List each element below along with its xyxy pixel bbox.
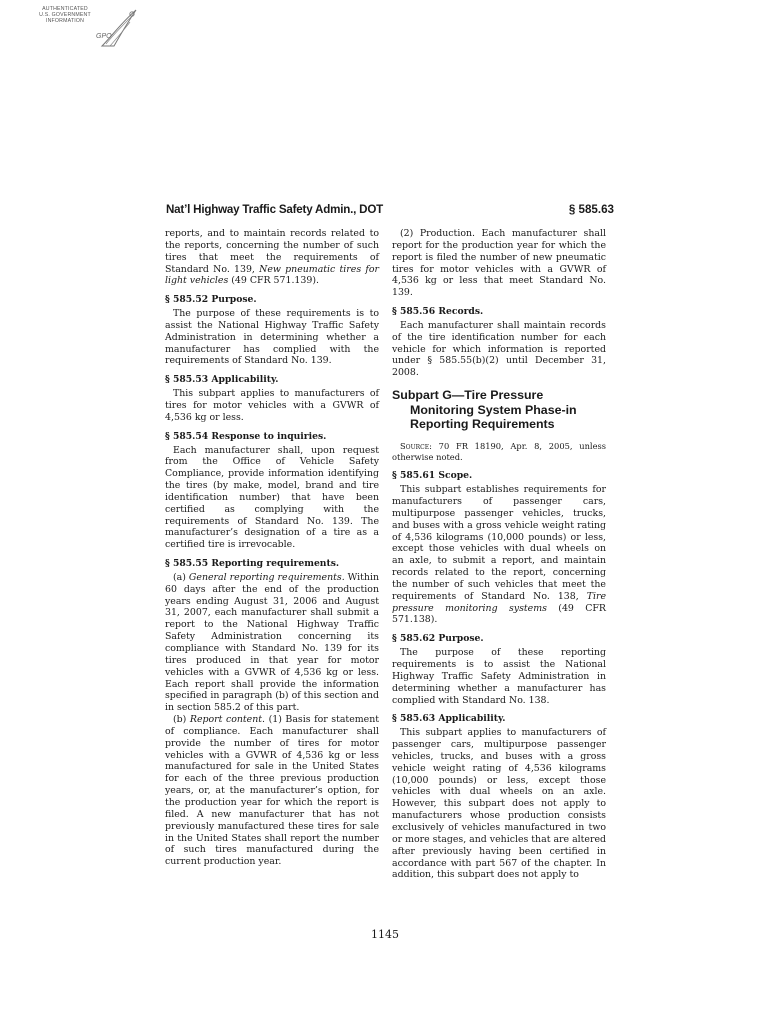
text: (b) — [173, 714, 190, 726]
gpo-authentication-logo — [32, 6, 142, 56]
text: (a) — [173, 571, 189, 583]
gpo-mark: GPO — [96, 33, 112, 40]
section-585-62-text: The purpose of these reporting requirements is to assist the National Highway Traffic Safety Administration in determining whether a manufacturer has complied with Standard No. 138. — [392, 647, 606, 706]
section-585-53-text: This subpart applies to manufacturers of tires for motor vehicles with a GVWR of 4,536 kg or less. — [165, 388, 379, 423]
section-585-54-text: Each manufacturer shall, upon request from the Office of Vehicle Safety Compliance, provide information identifying the tires (by make, model, brand and tire identification number) that have been certified as complying with the requirements of Standard No. 139. The manufacturer’s designation of a tire as a certified tire is irrevocable. — [165, 444, 379, 551]
text: 70 FR 18190, Apr. 8, 2005, unless otherwise noted. — [392, 441, 606, 463]
italic-heading: General reporting requirements. — [188, 571, 345, 583]
running-header — [166, 203, 614, 219]
gpo-line1: AUTHENTICATED — [42, 6, 88, 12]
text: This subpart establishes requirements for manufacturers of passenger cars, multipurpose passenger vehicles, trucks, and buses with a gross vehicle weight rating of 4,536 kilograms (10,000 pounds) or less, except those vehicles with dual wheels on an axle, to submit a report, and maintain records related to the report, concerning the number of such vehicles that meet the requirements of Standard No. 138, — [392, 484, 606, 602]
gpo-line3: INFORMATION — [45, 18, 85, 24]
section-heading-585-54: § 585.54 Response to inquiries. — [165, 430, 327, 442]
section-585-55-a — [165, 572, 379, 714]
section-585-52-text: The purpose of these requirements is to assist the National Highway Traffic Safety Administration in determining whether a manufacturer has complied with the requirements of Standard No. 139. — [165, 308, 379, 367]
text: (49 CFR 571.139). — [228, 275, 319, 287]
page-number: 1145 — [371, 928, 399, 941]
text: Within 60 days after the end of the production years ending August 31, 2006 and August 31, 2007, each manufacturer shall submit a report to the National Highway Traffic Safety Administration concerning its compliance with Standard No. 139 for its tires produced in that year for motor vehicles with a GVWR of 4,536 kg or less. Each report shall provide the information specified in paragraph (b) of this section and in section 585.2 of this part. — [165, 571, 379, 714]
section-585-55-b2: (2) Production. Each manufacturer shall report for the production year for which the report is filed the number of new pneumatic tires for motor vehicles with a GVWR of 4,536 kg or less that meet Standard No. 139. — [392, 228, 606, 299]
italic-title: Tire pressure monitoring systems — [392, 590, 606, 614]
section-heading-585-63: § 585.63 Applicability. — [392, 713, 506, 725]
section-heading-585-56: § 585.56 Records. — [392, 306, 484, 318]
source-label: Source: — [400, 441, 432, 452]
text: (49 CFR 571.138). — [392, 602, 606, 626]
section-heading-585-61: § 585.61 Scope. — [392, 470, 473, 482]
header-agency: Nat’l Highway Traffic Safety Admin., DOT — [166, 203, 384, 216]
italic-title: New pneumatic tires for light vehicles — [165, 263, 379, 287]
section-585-56-text: Each manufacturer shall maintain records of the tire identification number for each vehicle for which information is reported under § 585.55(b)(2) until December 31, 2008. — [392, 319, 606, 379]
gpo-line2: U.S. GOVERNMENT — [39, 12, 91, 18]
section-heading-585-62: § 585.62 Purpose. — [392, 633, 484, 645]
section-heading-585-55: § 585.55 Reporting requirements. — [165, 558, 340, 570]
right-column — [392, 228, 606, 881]
paragraph-continued — [165, 228, 379, 287]
text: reports, and to maintain records related to the reports, concerning the number of such tires that meet the requirements of Standard No. 139, — [165, 228, 379, 275]
header-section: § 585.63 — [568, 203, 614, 216]
section-heading-585-52: § 585.52 Purpose. — [165, 294, 257, 306]
gpo-logo-text — [32, 6, 98, 24]
source-note — [392, 441, 606, 463]
italic-heading: Report content. — [189, 714, 265, 726]
section-585-55-b — [165, 714, 379, 868]
section-heading-585-53: § 585.53 Applicability. — [165, 374, 279, 386]
subpart-g-title: Subpart G—Tire Pressure Monitoring System Phase-in Reporting Requirements — [392, 388, 577, 431]
left-column — [165, 228, 379, 868]
section-585-63-text: This subpart applies to manufacturers of passenger cars, multipurpose passenger vehicles, trucks, and buses with a gross vehicle weight rating of 4,536 kilograms (10,000 pounds) or less, except those vehicles with dual wheels on an axle. However, this subpart does not apply to manufacturers whose production consists exclusively of vehicles manufactured in two or more stages, and vehicles that are altered after previously having been certified in accordance with part 567 of the chapter. In addition, this subpart does not apply to — [392, 727, 606, 881]
text: (1) Basis for statement of compliance. Each manufacturer shall provide the number of tires for motor vehicles with a GVWR of 4,536 kg or less manufactured for sale in the United States for each of the three previous production years, or, at the manufacturer’s option, for the production year for which the report is filed. A new manufacturer that has not previously manufactured these tires for sale in the United States shall report the number of such tires manufactured during the current production year. — [165, 714, 379, 868]
eagle-icon — [92, 6, 142, 50]
section-585-61-text — [392, 484, 606, 626]
